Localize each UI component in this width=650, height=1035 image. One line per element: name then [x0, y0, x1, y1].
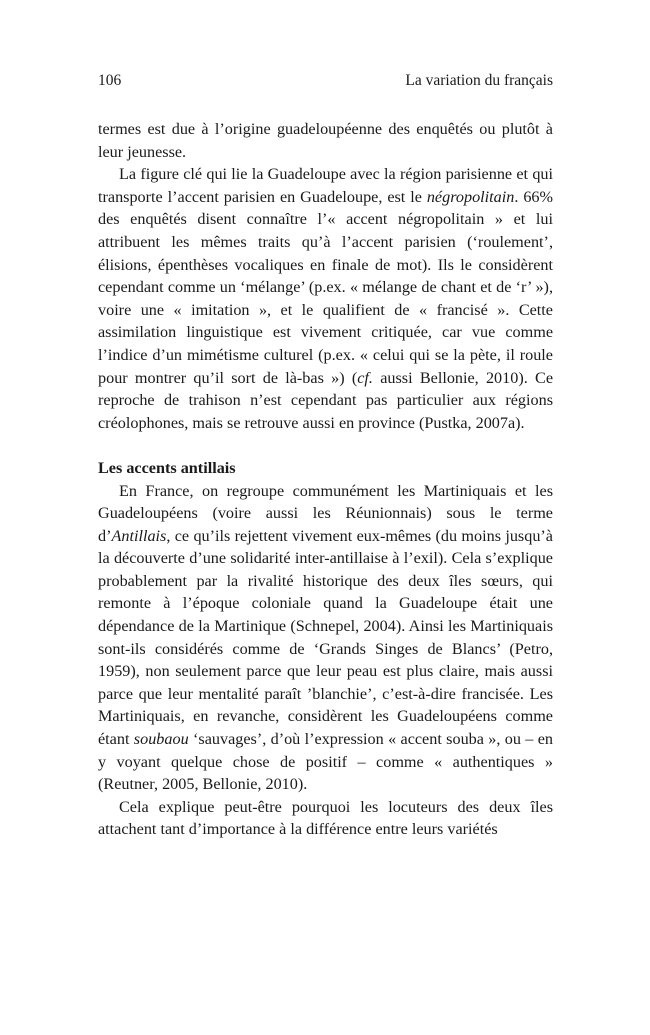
italic-term: soubaou [133, 730, 189, 749]
paragraph-text: En France, on regroupe communément les Martiniquais et les Guadeloupéens (voire aussi les Réunionnais) sous le terme d’ [98, 481, 553, 545]
paragraph-antillais [98, 480, 553, 796]
paragraph-final: Cela explique peut-être pourquoi les locuteurs des deux îles attachent tant d’importance à la différence entre leurs variétés [98, 797, 553, 839]
italic-term: Antillais [111, 526, 167, 545]
section-heading: Les accents antillais [98, 458, 236, 477]
book-page [98, 70, 553, 841]
running-title: La variation du français [405, 72, 553, 89]
running-header [98, 70, 553, 96]
italic-abbreviation: cf. [357, 368, 373, 387]
paragraph-text: , ce qu’ils rejettent vivement eux-mêmes (du moins jusqu’à la découverte d’une solidarité inter-antillaise à l’exil). Cela s’explique probablement par la rivalité historique des deux îles sœurs, qui remonte à l’époque coloniale quand la Guadeloupe était une dépendance de la Martinique (Schnepel, 2004). Ainsi les Martiniquais sont-ils considérés comme de ‘Grands Singes de Blancs’ (Petro, 1959), non seulement parce que leur peau est plus claire, mais aussi parce que leur mentalité paraît ’blanchie’, c’est-à-dire francisée. Les Martiniquais, en revanche, considèrent les Guadeloupéens comme étant [98, 526, 553, 749]
paragraph-continuation: termes est due à l’origine guadeloupéenne des enquêtés ou plutôt à leur jeunesse. [98, 120, 553, 161]
body-text [98, 118, 553, 841]
paragraph-text: aussi Bellonie, 2010). Ce reproche de trahison n’est cependant pas particulier aux régions créolophones, mais se retrouve aussi en province (Pustka, 2007a). [98, 368, 554, 432]
paragraph-text: ‘sauvages’, d’où l’expression « accent souba », ou – en y voyant quelque chose de positif – comme « authentiques » (Reutner, 2005, Bellonie, 2010). [98, 730, 553, 794]
italic-term: négropolitain [426, 187, 515, 206]
paragraph-negropolitain [98, 163, 553, 434]
paragraph-text: . 66% des enquêtés disent connaître l’« accent négropolitain » et lui attribuent les mêmes traits qu’à l’accent parisien (‘roulement’, élisions, épenthèses vocaliques en finale de mot). Ils le considèrent cependant comme un ‘mélange’ (p.ex. « mélange de chant et de ‘r’ »), voire une « imitation », et le qualifient de « francisé ». Cette assimilation linguistique est vivement critiquée, car vue comme l’indice d’un mimétisme culturel (p.ex. « celui qui se la pète, il roule pour montrer qu’il sort de là-bas ») ( [98, 187, 553, 387]
page-number: 106 [98, 72, 122, 89]
paragraph-text: La figure clé qui lie la Guadeloupe avec la région parisienne et qui transporte l’accent parisien en Guadeloupe, est le [98, 165, 553, 206]
